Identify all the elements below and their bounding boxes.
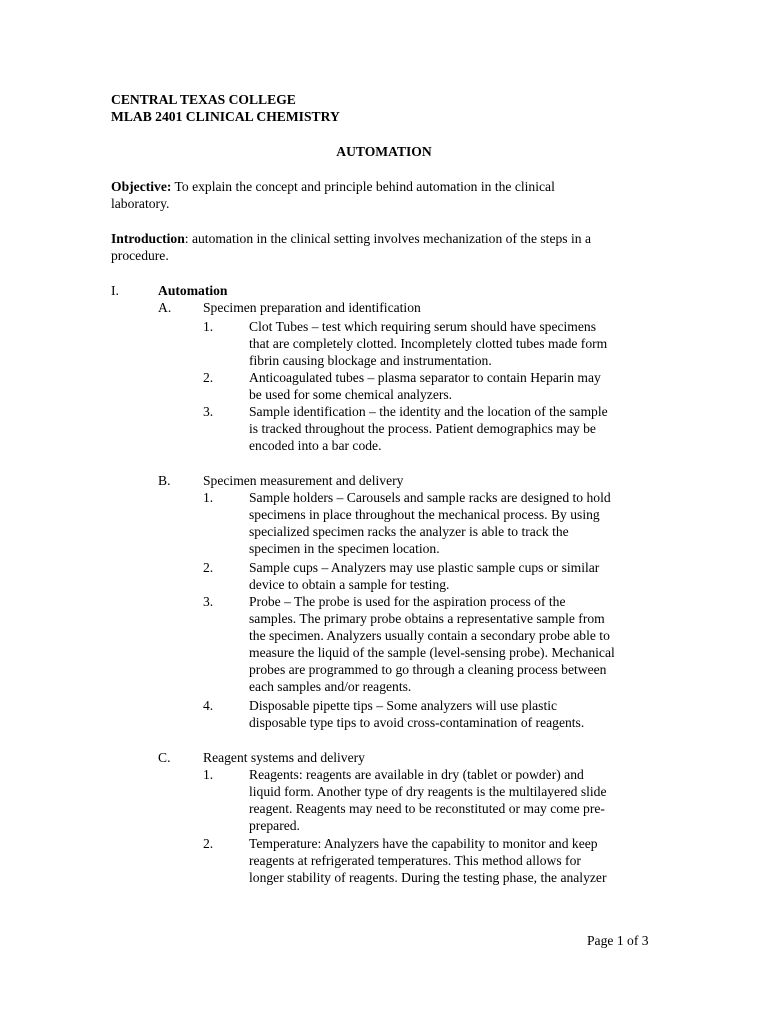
item-text-line: be used for some chemical analyzers. xyxy=(249,387,453,402)
course-title: MLAB 2401 CLINICAL CHEMISTRY xyxy=(111,109,340,124)
item-text-line: liquid form. Another type of dry reagents is the multilayered slide xyxy=(249,784,607,799)
item-text-line: probes are programmed to go through a cleaning process between xyxy=(249,662,607,677)
section-title: Specimen preparation and identification xyxy=(203,300,421,315)
item-number: 1. xyxy=(203,767,214,782)
introduction-paragraph xyxy=(111,230,591,247)
item-number: 4. xyxy=(203,698,214,713)
item-text-line: encoded into a bar code. xyxy=(249,438,382,453)
item-number: 2. xyxy=(203,560,214,575)
document-title: AUTOMATION xyxy=(336,144,432,159)
item-text-line: Clot Tubes – test which requiring serum should have specimens xyxy=(249,319,596,334)
section-title: Reagent systems and delivery xyxy=(203,750,365,765)
item-text-line: Anticoagulated tubes – plasma separator to contain Heparin may xyxy=(249,370,601,385)
page-number: Page 1 of 3 xyxy=(587,933,649,948)
introduction-text-line: procedure. xyxy=(111,248,169,263)
section-letter: A. xyxy=(158,300,172,315)
introduction-label: Introduction xyxy=(111,231,185,246)
item-text-line: Sample holders – Carousels and sample racks are designed to hold xyxy=(249,490,611,505)
item-text-line: the specimen. Analyzers usually contain a secondary probe able to xyxy=(249,628,610,643)
item-text-line: longer stability of reagents. During the testing phase, the analyzer xyxy=(249,870,607,885)
item-number: 3. xyxy=(203,404,214,419)
objective-paragraph xyxy=(111,178,555,195)
item-text-line: reagents at refrigerated temperatures. This method allows for xyxy=(249,853,581,868)
item-text-line: specimen in the specimen location. xyxy=(249,541,440,556)
item-text-line: prepared. xyxy=(249,818,300,833)
section-letter: B. xyxy=(158,473,171,488)
item-text-line: each samples and/or reagents. xyxy=(249,679,412,694)
objective-label: Objective: xyxy=(111,179,172,194)
item-text-line: Reagents: reagents are available in dry (tablet or powder) and xyxy=(249,767,584,782)
item-text-line: Sample cups – Analyzers may use plastic sample cups or similar xyxy=(249,560,600,575)
introduction-text-line: : automation in the clinical setting involves mechanization of the steps in a xyxy=(184,231,591,246)
item-text-line: Sample identification – the identity and the location of the sample xyxy=(249,404,608,419)
outline-heading: Automation xyxy=(158,283,228,298)
item-text-line: Disposable pipette tips – Some analyzers will use plastic xyxy=(249,698,558,713)
item-number: 1. xyxy=(203,319,214,334)
item-number: 1. xyxy=(203,490,214,505)
objective-text-line: laboratory. xyxy=(111,196,170,211)
item-number: 2. xyxy=(203,836,214,851)
item-text-line: device to obtain a sample for testing. xyxy=(249,577,450,592)
item-text-line: measure the liquid of the sample (level-sensing probe). Mechanical xyxy=(249,645,615,660)
item-text-line: specimens in place throughout the mechanical process. By using xyxy=(249,507,600,522)
item-text-line: specialized specimen racks the analyzer is able to track the xyxy=(249,524,569,539)
college-name: CENTRAL TEXAS COLLEGE xyxy=(111,92,296,107)
section-letter: C. xyxy=(158,750,171,765)
item-text-line: samples. The primary probe obtains a representative sample from xyxy=(249,611,605,626)
item-text-line: reagent. Reagents may need to be reconstituted or may come pre- xyxy=(249,801,605,816)
item-text-line: fibrin causing blockage and instrumentation. xyxy=(249,353,492,368)
section-title: Specimen measurement and delivery xyxy=(203,473,404,488)
objective-text-line: To explain the concept and principle behind automation in the clinical xyxy=(171,179,555,194)
item-text-line: Temperature: Analyzers have the capability to monitor and keep xyxy=(249,836,598,851)
outline-roman-numeral: I. xyxy=(111,283,119,298)
item-text-line: that are completely clotted. Incompletely clotted tubes made form xyxy=(249,336,608,351)
item-number: 2. xyxy=(203,370,214,385)
item-text-line: Probe – The probe is used for the aspiration process of the xyxy=(249,594,566,609)
item-number: 3. xyxy=(203,594,214,609)
item-text-line: disposable type tips to avoid cross-contamination of reagents. xyxy=(249,715,585,730)
item-text-line: is tracked throughout the process. Patient demographics may be xyxy=(249,421,596,436)
